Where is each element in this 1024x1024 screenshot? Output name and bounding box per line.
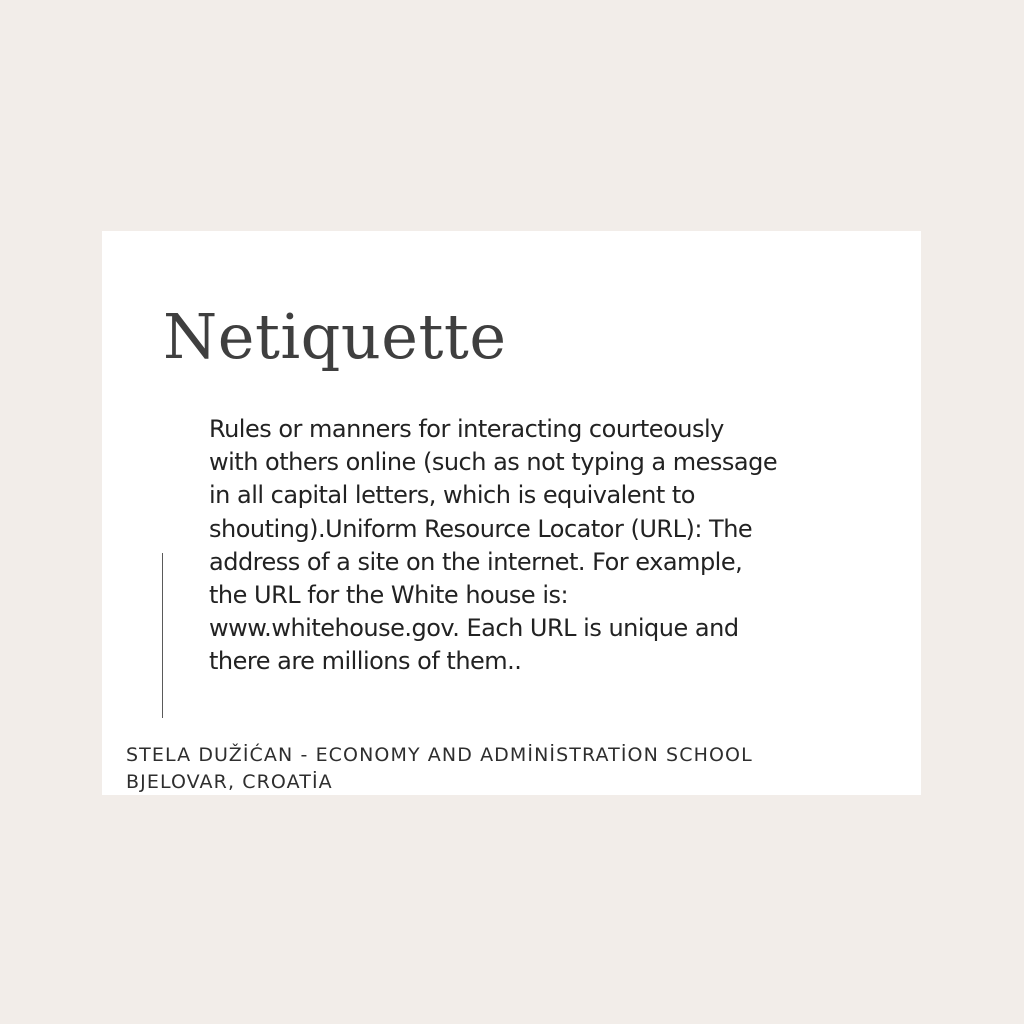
author-credit: STELA DUŽİĆAN - ECONOMY AND ADMİNİSTRATİON SCHOOL BJELOVAR, CROATİA [126, 744, 753, 793]
vertical-divider [162, 553, 163, 718]
content-card [102, 231, 921, 795]
page-title: Netiquette [163, 300, 507, 373]
definition-text: Rules or manners for interacting courteously with others online (such as not typing a message in all capital letters, which is equivalent to shouting).Uniform Resource Locator (URL): The address of a site on the internet. For example, the URL for the White house is: www.whitehouse.gov. Each URL is unique and there are millions of them.. [209, 415, 778, 676]
